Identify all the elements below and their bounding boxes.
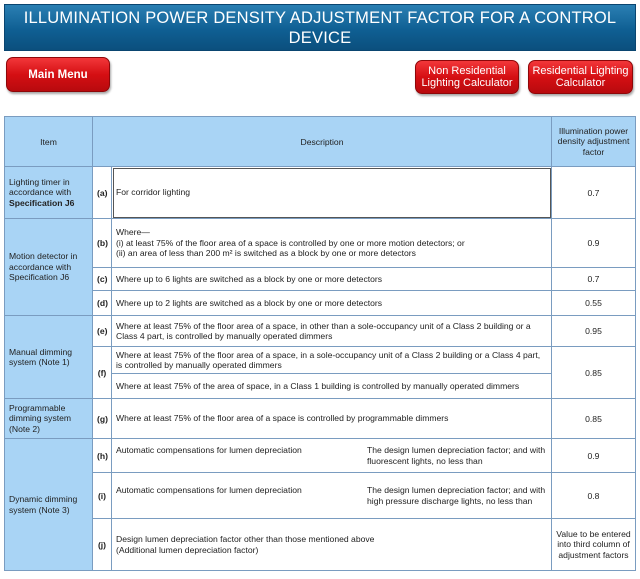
row-description: Where up to 6 lights are switched as a block by one or more detectors [112,268,552,291]
row-code: (f) [93,347,112,399]
row-code: (d) [93,291,112,316]
table-row [5,167,636,219]
table-header-row [5,117,636,167]
row-description: Automatic compensations for lumen depreciation The design lumen depreciation factor; and with high pressure discharge lights, no less than [112,473,552,519]
title-line-1: ILLUMINATION POWER DENSITY ADJUSTMENT FACTOR FOR A CONTROL [23,9,617,27]
table-row [5,399,636,439]
table-row [5,316,636,347]
header-factor: Illumination power density adjustment factor [552,117,636,167]
table-row [5,439,636,473]
row-description: Design lumen depreciation factor other than those mentioned above (Additional lumen depreciation factor) [112,519,552,571]
table-row [5,219,636,268]
title-line-2: DEVICE [288,29,352,47]
row-code: (h) [93,439,112,473]
row-code: (g) [93,399,112,439]
residential-calculator-button[interactable]: Residential Lighting Calculator [528,60,633,94]
table-row [5,268,636,291]
row-description: Where up to 2 lights are switched as a block by one or more detectors [112,291,552,316]
table-row [5,519,636,571]
row-factor: 0.9 [552,219,636,268]
adjustment-factor-table [4,116,636,571]
row-factor: 0.85 [552,399,636,439]
row-description: Automatic compensations for lumen depreciation The design lumen depreciation factor; and with fluorescent lights, no less than [112,439,552,473]
row-factor: 0.9 [552,439,636,473]
row-description: Where at least 75% of the area of space, in a Class 1 building is controlled by manually operated dimmers [112,374,552,399]
row-factor: 0.95 [552,316,636,347]
header-item: Item [5,117,93,167]
item-dynamic-dimming: Dynamic dimming system (Note 3) [5,439,93,571]
row-factor: 0.7 [552,167,636,219]
spec-j6-label: Specification J6 [9,197,75,208]
row-description[interactable]: For corridor lighting [112,167,552,219]
row-code: (a) [93,167,112,219]
row-code: (i) [93,473,112,519]
main-menu-button[interactable]: Main Menu [6,57,110,92]
table-row [5,347,636,374]
row-factor: 0.7 [552,268,636,291]
row-description: Where at least 75% of the floor area of a space, in other than a sole-occupancy unit of a Class 2 building or a Class 4 part, is controlled by manually operated dimmers [112,316,552,347]
header-description: Description [93,117,552,167]
row-description: Where at least 75% of the floor area of a space is controlled by programmable dimmers [112,399,552,439]
row-factor: Value to be entered into third column of adjustment factors [552,519,636,571]
item-lighting-timer: Lighting timer in accordance with Specification J6 [5,167,93,219]
row-description: Where— (i) at least 75% of the floor area of a space is controlled by one or more motion detectors; or (ii) an area of less than 200 m² is switched as a block by one or more detectors [112,219,552,268]
page-title [4,4,636,51]
row-factor: 0.8 [552,473,636,519]
row-code: (e) [93,316,112,347]
item-programmable-dimming: Programmable dimming system (Note 2) [5,399,93,439]
row-factor: 0.55 [552,291,636,316]
non-residential-calculator-button[interactable]: Non Residential Lighting Calculator [415,60,519,94]
row-description: Where at least 75% of the floor area of a space, in a sole-occupancy unit of a Class 2 building or a Class 4 part, is controlled by manually operated dimmers [112,347,552,374]
row-factor: 0.85 [552,347,636,399]
row-code: (b) [93,219,112,268]
item-motion-detector: Motion detector in accordance with Specification J6 [5,219,93,316]
table-row [5,473,636,519]
row-code: (j) [93,519,112,571]
table-row [5,291,636,316]
item-manual-dimming: Manual dimming system (Note 1) [5,316,93,399]
row-code: (c) [93,268,112,291]
